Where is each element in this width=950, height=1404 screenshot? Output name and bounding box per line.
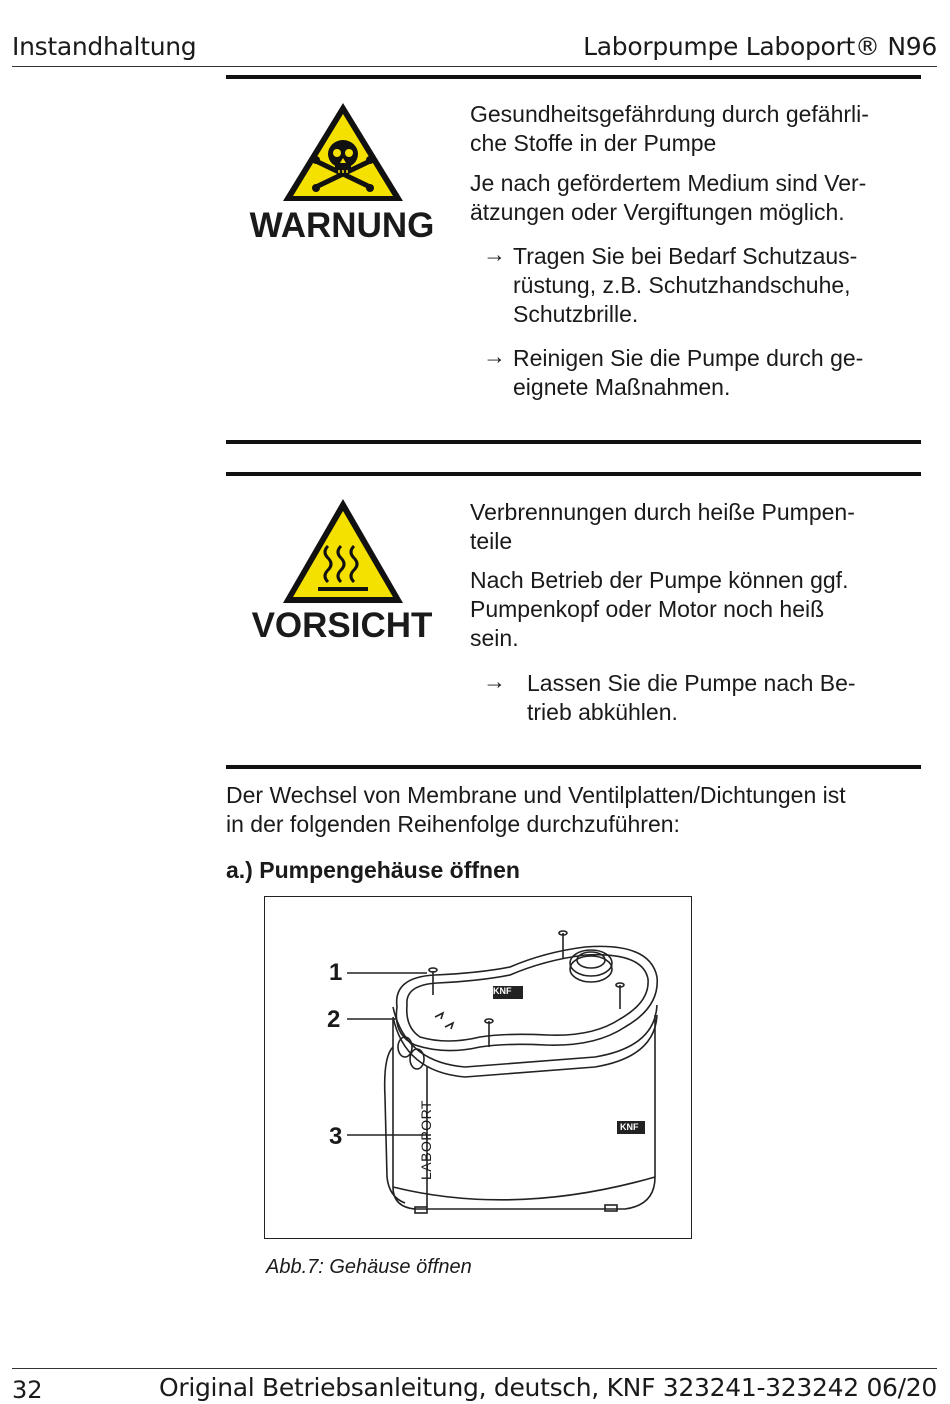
caution-body-line2: Pumpenkopf oder Motor noch heiß	[470, 596, 825, 622]
warning-step1-line2: rüstung, z.B. Schutzhandschuhe,	[513, 272, 851, 298]
caution-bottom-rule	[226, 765, 921, 769]
arrow-icon: →	[483, 668, 506, 694]
callout-3: 3	[329, 1123, 343, 1150]
arrow-icon: →	[483, 241, 506, 267]
warning-step1-line1: Tragen Sie bei Bedarf Schutzaus-	[513, 243, 858, 269]
pump-body-logo: KNF	[620, 1122, 639, 1132]
section-heading: a.) Pumpengehäuse öffnen	[226, 857, 520, 883]
arrow-icon: →	[483, 343, 506, 369]
caution-top-rule	[226, 472, 921, 476]
intro-line1: Der Wechsel von Membrane und Ventilplatten/Dichtungen ist	[226, 782, 846, 808]
pump-brand-text: LABOPORT	[418, 1100, 434, 1180]
warning-body-line1: Je nach gefördertem Medium sind Ver-	[470, 170, 867, 196]
warning-top-rule	[226, 75, 921, 79]
warning-body-line2: ätzungen oder Vergiftungen möglich.	[470, 199, 845, 225]
caution-signal-word: VORSICHT	[251, 606, 433, 645]
footer-rule	[12, 1368, 937, 1369]
figure-caption: Abb.7: Gehäuse öffnen	[266, 1256, 472, 1278]
header-section: Instandhaltung	[12, 32, 197, 61]
header-product: Laborpumpe Laboport® N96	[583, 32, 937, 61]
pump-housing-illustration	[265, 897, 691, 1238]
page-number: 32	[12, 1376, 43, 1404]
warning-signal-word: WARNUNG	[249, 206, 435, 245]
intro-line2: in der folgenden Reihenfolge durchzuführen:	[226, 811, 680, 837]
warning-title-line1: Gesundheitsgefährdung durch gefährli-	[470, 101, 869, 127]
header-rule	[12, 66, 937, 67]
caution-body-line1: Nach Betrieb der Pumpe können ggf.	[470, 567, 849, 593]
warning-step2-line2: eignete Maßnahmen.	[513, 374, 731, 400]
caution-title-line1: Verbrennungen durch heiße Pumpen-	[470, 499, 855, 525]
footer-doc-info: Original Betriebsanleitung, deutsch, KNF 323241-323242 06/20	[158, 1373, 937, 1402]
warning-bottom-rule	[226, 440, 921, 444]
warning-title-line2: che Stoffe in der Pumpe	[470, 130, 717, 156]
caution-title-line2: teile	[470, 528, 513, 554]
caution-step1-line1: Lassen Sie die Pumpe nach Be-	[527, 670, 856, 696]
toxic-skull-icon	[280, 100, 406, 204]
caution-step1-line2: trieb abkühlen.	[527, 699, 678, 725]
callout-1: 1	[329, 959, 343, 986]
hot-surface-icon	[280, 496, 406, 606]
warning-step1-line3: Schutzbrille.	[513, 301, 639, 327]
warning-step2-line1: Reinigen Sie die Pumpe durch ge-	[513, 345, 864, 371]
pump-lid-logo: KNF	[493, 986, 512, 996]
callout-2: 2	[327, 1006, 341, 1033]
caution-body-line3: sein.	[470, 625, 519, 651]
